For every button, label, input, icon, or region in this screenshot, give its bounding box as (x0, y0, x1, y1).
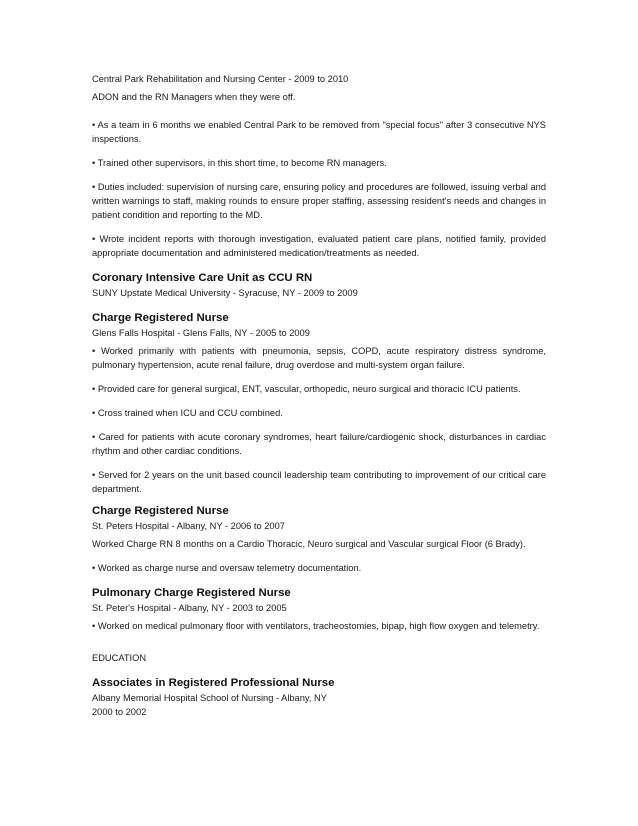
degree-title: Associates in Registered Professional Nurse (92, 677, 335, 689)
job-line: ADON and the RN Managers when they were off. (92, 92, 296, 102)
job-title: Charge Registered Nurse (92, 312, 229, 324)
bullet: • Worked primarily with patients with pneumonia, sepsis, COPD, acute respiratory distress syndrome, pulmonary hypertension, acute renal failure, drug overdose and multi-system organ failure. (92, 346, 546, 370)
bullet: • Worked as charge nurse and oversaw telemetry documentation. (92, 563, 362, 573)
job-subtitle: St. Peter's Hospital - Albany, NY - 2003 to 2005 (92, 603, 287, 613)
job-heading: Central Park Rehabilitation and Nursing Center - 2009 to 2010 (92, 74, 349, 84)
bullet: • Cross trained when ICU and CCU combined. (92, 408, 283, 418)
job-title: Coronary Intensive Care Unit as CCU RN (92, 272, 313, 284)
education-years: 2000 to 2002 (92, 707, 147, 717)
job-subtitle: St. Peters Hospital - Albany, NY - 2006 to 2007 (92, 521, 285, 531)
school-name: Albany Memorial Hospital School of Nursing - Albany, NY (92, 693, 327, 703)
job-subtitle: Glens Falls Hospital - Glens Falls, NY - 2005 to 2009 (92, 328, 310, 338)
bullet: • Cared for patients with acute coronary syndromes, heart failure/cardiogenic shock, disturbances in cardiac rhythm and other cardiac conditions. (92, 432, 546, 456)
bullet: • Served for 2 years on the unit based council leadership team contributing to improvement of our critical care department. (92, 470, 546, 494)
bullet: • Duties included: supervision of nursing care, ensuring policy and procedures are followed, issuing verbal and written warnings to staff, making rounds to ensure proper staffing, assessing resident's needs and changes in patient condition and reporting to the MD. (92, 182, 546, 220)
job-description: Worked Charge RN 8 months on a Cardio Thoracic, Neuro surgical and Vascular surgical Floor (6 Brady). (92, 539, 526, 549)
bullet: • Worked on medical pulmonary floor with ventilators, tracheostomies, bipap, high flow oxygen and telemetry. (92, 621, 540, 631)
section-label-education: EDUCATION (92, 653, 147, 663)
job-title: Pulmonary Charge Registered Nurse (92, 587, 291, 599)
job-subtitle: SUNY Upstate Medical University - Syracuse, NY - 2009 to 2009 (92, 288, 358, 298)
bullet: • Trained other supervisors, in this short time, to become RN managers. (92, 158, 387, 168)
bullet: • As a team in 6 months we enabled Central Park to be removed from "special focus" after 3 consecutive NYS inspections. (92, 120, 546, 144)
bullet: • Wrote incident reports with thorough investigation, evaluated patient care plans, notified family, provided appropriate documentation and administered medication/treatments as needed. (92, 234, 546, 258)
job-title: Charge Registered Nurse (92, 505, 229, 517)
bullet: • Provided care for general surgical, ENT, vascular, orthopedic, neuro surgical and thoracic ICU patients. (92, 384, 521, 394)
resume-content (92, 72, 546, 719)
